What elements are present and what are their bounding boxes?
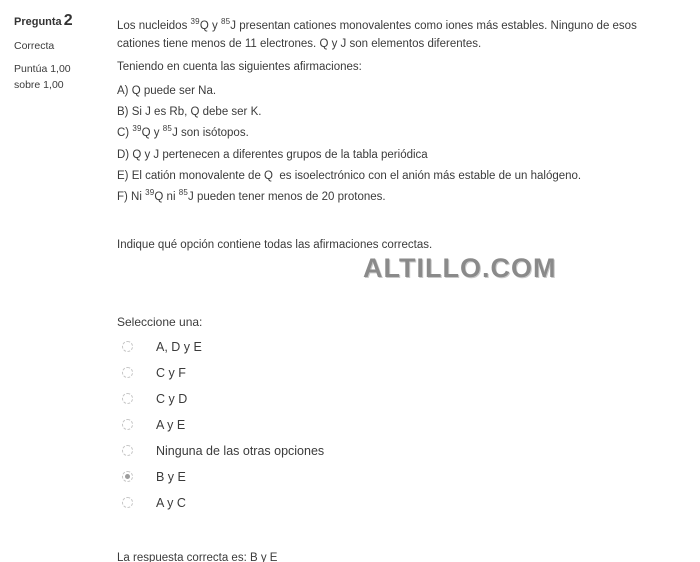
answer-option[interactable]: [122, 367, 673, 379]
answer-options: [117, 341, 673, 509]
superscript: 39: [132, 123, 142, 133]
answer-option[interactable]: [122, 419, 673, 431]
superscript: 85: [220, 17, 231, 26]
option-label: A, D y E: [156, 339, 202, 354]
question-prompt: Indique qué opción contiene todas las afirmaciones correctas.: [117, 239, 433, 251]
statement: E) El catión monovalente de Q es isoelectrónico con el anión más estable de un halógeno.: [117, 169, 582, 182]
question-content: [117, 18, 673, 562]
statement: D) Q y J pertenecen a diferentes grupos de la tabla periódica: [117, 148, 428, 161]
superscript: 85: [178, 187, 189, 197]
question-number-heading: [14, 12, 110, 30]
superscript: 39: [145, 187, 155, 197]
correct-answer-feedback: La respuesta correcta es: B y E: [117, 551, 278, 562]
option-label: C y F: [156, 365, 186, 380]
radio-button[interactable]: [122, 445, 133, 456]
statement: C) $^{39}$Q y $^{85}$J son isótopos.: [117, 123, 249, 139]
superscript: 39: [190, 17, 200, 26]
answer-option[interactable]: [122, 471, 673, 483]
radio-button[interactable]: [122, 393, 133, 404]
question-number: 2: [63, 12, 73, 29]
select-one-label: Seleccione una:: [117, 314, 203, 329]
question-label: Pregunta: [14, 16, 62, 28]
radio-button[interactable]: [122, 419, 133, 430]
radio-button[interactable]: [122, 497, 133, 508]
radio-button-selected[interactable]: [122, 471, 133, 482]
statements-list: [117, 83, 673, 207]
option-label: Ninguna de las otras opciones: [156, 443, 325, 458]
option-label: C y D: [156, 391, 188, 406]
answer-option[interactable]: [122, 341, 673, 353]
option-label: A y E: [156, 417, 186, 432]
question-info-panel: [14, 12, 110, 94]
watermark: ALTILLO.COM: [363, 252, 557, 283]
answer-option[interactable]: [122, 497, 673, 509]
question-grade: Puntúa 1,00 sobre 1,00: [14, 63, 71, 91]
radio-button[interactable]: [122, 367, 133, 378]
option-label: A y C: [156, 495, 186, 510]
question-premise: Teniendo en cuenta las siguientes afirmaciones:: [117, 61, 362, 73]
statement: B) Si J es Rb, Q debe ser K.: [117, 105, 262, 118]
answer-option[interactable]: [122, 445, 673, 457]
statement: A) Q puede ser Na.: [117, 84, 217, 97]
question-intro: Los nucleidos $^{39}$Q y $^{85}$J presentan cationes monovalentes como iones más estables. Ninguno de esos cationes tiene menos de 11 electrones. Q y J son elementos diferentes.: [117, 17, 641, 50]
option-label: B y E: [156, 469, 186, 484]
question-state-badge: Correcta: [14, 40, 55, 52]
answer-option[interactable]: [122, 393, 673, 405]
statement: F) Ni $^{39}$Q ni $^{85}$J pueden tener menos de 20 protones.: [117, 187, 386, 203]
radio-button[interactable]: [122, 341, 133, 352]
superscript: 85: [162, 123, 173, 133]
